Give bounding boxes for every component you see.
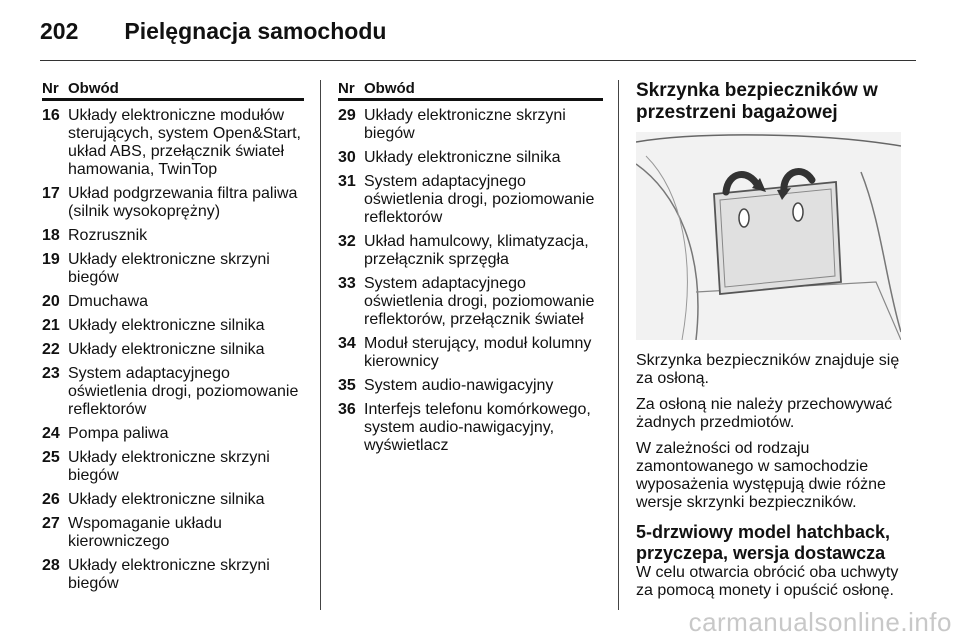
table-row — [338, 335, 603, 371]
fuse-number: 34 — [338, 335, 356, 352]
table-row — [42, 341, 304, 359]
section-paragraph: Za osłoną nie należy przechowywać żadnych przedmiotów. — [636, 396, 893, 431]
table-row — [42, 491, 304, 509]
fuse-number: 19 — [42, 251, 60, 268]
circuit-description: System audio-nawigacyjny — [364, 377, 554, 394]
trunk-fusebox-illustration — [636, 132, 901, 340]
circuit-description: System adaptacyjnego oświetlenia drogi, poziomowanie reflektorów, przełącznik świateł — [364, 275, 595, 328]
table-row — [338, 173, 603, 227]
table-row — [338, 149, 603, 167]
fuse-number: 30 — [338, 149, 356, 166]
fuse-number: 35 — [338, 377, 356, 394]
watermark: carmanualsonline.info — [688, 607, 952, 637]
page-header — [40, 18, 386, 45]
trunk-illustration-svg — [636, 132, 901, 340]
circuit-description: Układ hamulcowy, klimatyzacja, przełącznik sprzęgła — [364, 233, 589, 268]
circuit-description: Układ podgrzewania filtra paliwa (silnik wysokoprężny) — [68, 185, 298, 220]
table-rows-left — [42, 107, 304, 593]
circuit-description: Układy elektroniczne silnika — [68, 341, 265, 358]
fuse-number: 22 — [42, 341, 60, 358]
fuse-number: 18 — [42, 227, 60, 244]
table-row — [42, 185, 304, 221]
fuse-number: 16 — [42, 107, 60, 124]
fuse-number: 23 — [42, 365, 60, 382]
col-circuit-header: Obwód — [68, 80, 119, 97]
column-divider-1 — [320, 80, 321, 610]
fuse-number: 25 — [42, 449, 60, 466]
column-divider-2 — [618, 80, 619, 610]
fuse-number: 21 — [42, 317, 60, 334]
circuit-description: System adaptacyjnego oświetlenia drogi, poziomowanie reflektorów — [68, 365, 299, 418]
circuit-description: Układy elektroniczne skrzyni biegów — [68, 251, 270, 286]
fuse-number: 36 — [338, 401, 356, 418]
fuse-number: 27 — [42, 515, 60, 532]
table-row — [338, 107, 603, 143]
circuit-description: Układy elektroniczne silnika — [68, 317, 265, 334]
fuse-number: 26 — [42, 491, 60, 508]
table-row — [42, 365, 304, 419]
page-title: Pielęgnacja samochodu — [124, 18, 387, 44]
table-header-right — [338, 80, 603, 101]
table-row — [338, 401, 603, 455]
fusebox-section — [636, 80, 906, 608]
table-row — [42, 557, 304, 593]
circuit-description: Rozrusznik — [68, 227, 148, 244]
header-divider — [40, 60, 916, 61]
table-row — [42, 251, 304, 287]
table-header-left — [42, 80, 304, 101]
fuse-number: 20 — [42, 293, 60, 310]
col-nr-header: Nr — [338, 80, 355, 97]
fuse-table-left — [42, 80, 304, 599]
fuse-number: 29 — [338, 107, 356, 124]
fuse-number: 28 — [42, 557, 60, 574]
circuit-description: Dmuchawa — [68, 293, 149, 310]
section-subheading: 5-drzwiowy model hatchback, przyczepa, wersja dostawcza — [636, 522, 891, 563]
fuse-number: 32 — [338, 233, 356, 250]
table-row — [42, 515, 304, 551]
circuit-description: Układy elektroniczne skrzyni biegów — [364, 107, 566, 142]
table-row — [338, 275, 603, 329]
table-row — [42, 317, 304, 335]
section-heading: Skrzynka bezpieczników w przestrzeni bagażowej — [636, 80, 878, 123]
circuit-description: Interfejs telefonu komórkowego, system audio-nawigacyjny, wyświetlacz — [364, 401, 591, 454]
circuit-description: Układy elektroniczne silnika — [364, 149, 561, 166]
fuse-number: 17 — [42, 185, 60, 202]
fuse-number: 31 — [338, 173, 356, 190]
circuit-description: Układy elektroniczne skrzyni biegów — [68, 557, 270, 592]
section-paragraphs — [636, 352, 906, 512]
circuit-description: System adaptacyjnego oświetlenia drogi, poziomowanie reflektorów — [364, 173, 595, 226]
circuit-description: Układy elektroniczne skrzyni biegów — [68, 449, 270, 484]
fuse-number: 33 — [338, 275, 356, 292]
circuit-description: Układy elektroniczne silnika — [68, 491, 265, 508]
col-circuit-header: Obwód — [364, 80, 415, 97]
section-paragraph: Skrzynka bezpieczników znajduje się za osłoną. — [636, 352, 900, 387]
fuse-table-right — [338, 80, 603, 461]
circuit-description: Wspomaganie układu kierowniczego — [68, 515, 222, 550]
table-rows-right — [338, 107, 603, 455]
page-number: 202 — [40, 18, 79, 44]
table-row — [42, 293, 304, 311]
col-nr-header: Nr — [42, 80, 59, 97]
table-row — [42, 227, 304, 245]
table-row — [42, 449, 304, 485]
table-row — [42, 107, 304, 179]
section-paragraph: W zależności od rodzaju zamontowanego w samochodzie wyposażenia występują dwie różne wersje skrzynki bezpieczników. — [636, 440, 886, 511]
section-sub-paragraph: W celu otwarcia obrócić oba uchwyty za pomocą monety i opuścić osłonę. — [636, 564, 899, 599]
circuit-description: Moduł sterujący, moduł kolumny kierownicy — [364, 335, 592, 370]
circuit-description: Pompa paliwa — [68, 425, 169, 442]
table-row — [338, 377, 603, 395]
circuit-description: Układy elektroniczne modułów sterujących, system Open&Start, układ ABS, przełącznik świateł hamowania, TwinTop — [68, 107, 301, 178]
fuse-number: 24 — [42, 425, 60, 442]
table-row — [42, 425, 304, 443]
table-row — [338, 233, 603, 269]
